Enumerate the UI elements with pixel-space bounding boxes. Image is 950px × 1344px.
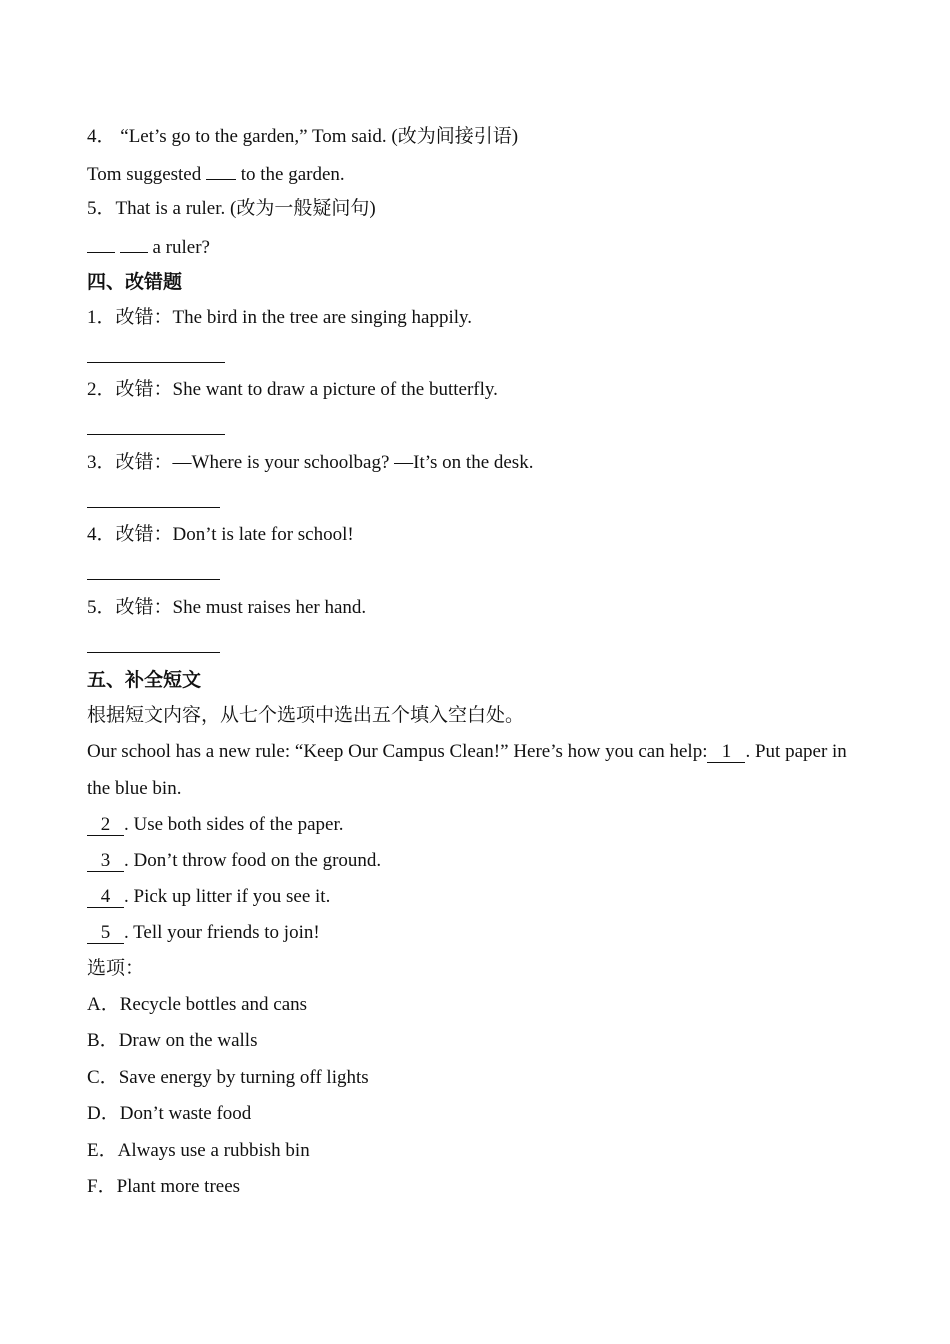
answer-3-5 bbox=[87, 234, 210, 260]
answer-line[interactable] bbox=[87, 652, 220, 653]
question-3-5 bbox=[87, 197, 376, 221]
option-c: C．Save energy by turning off lights bbox=[87, 1067, 369, 1088]
correction-item-5: 5．改错：She must raises her hand. bbox=[87, 597, 367, 618]
answer-line[interactable] bbox=[87, 434, 225, 435]
section-5-instruction: 根据短文内容，从七个选项中选出五个填入空白处。 bbox=[87, 705, 525, 726]
answer-prefix: Tom suggested bbox=[87, 164, 202, 185]
fill-blank[interactable] bbox=[206, 161, 236, 180]
passage-blank-5[interactable]: 5 bbox=[87, 923, 124, 944]
question-number: 4． bbox=[87, 126, 116, 147]
options-label: 选项： bbox=[87, 958, 145, 979]
correction-sentence: She must raises her hand. bbox=[172, 597, 367, 618]
passage-line-blank-3: 3 . Don’t throw food on the ground. bbox=[87, 849, 381, 873]
option-d: D．Don’t waste food bbox=[87, 1103, 252, 1124]
correction-item-4: 4．改错：Don’t is late for school! bbox=[87, 524, 354, 545]
passage-line-blank-5: 5 . Tell your friends to join! bbox=[87, 921, 320, 945]
passage-blank-1[interactable]: 1 bbox=[707, 742, 745, 763]
passage-blank-3[interactable]: 3 bbox=[87, 851, 124, 872]
correction-sentence: The bird in the tree are singing happily. bbox=[172, 307, 473, 328]
passage-blank-4[interactable]: 4 bbox=[87, 887, 124, 908]
correction-item-2: 2．改错：She want to draw a picture of the butterfly. bbox=[87, 379, 498, 400]
passage-blank-2[interactable]: 2 bbox=[87, 815, 124, 836]
answer-line[interactable] bbox=[87, 507, 220, 508]
option-a: A．Recycle bottles and cans bbox=[87, 994, 308, 1015]
correction-sentence: Don’t is late for school! bbox=[172, 524, 354, 545]
fill-blank[interactable] bbox=[120, 234, 148, 253]
passage-line-2: the blue bin. bbox=[87, 778, 182, 799]
option-e: E．Always use a rubbish bin bbox=[87, 1140, 310, 1161]
question-instruction: (改为一般疑问句) bbox=[230, 198, 376, 219]
section-4-heading: 四、改错题 bbox=[87, 272, 183, 293]
correction-sentence: —Where is your schoolbag? —It’s on the desk. bbox=[172, 452, 534, 473]
answer-line[interactable] bbox=[87, 362, 225, 363]
fill-blank[interactable] bbox=[87, 234, 115, 253]
answer-suffix: to the garden. bbox=[240, 164, 345, 185]
correction-sentence: She want to draw a picture of the butterfly. bbox=[172, 379, 498, 400]
question-3-4 bbox=[87, 125, 518, 149]
option-f: F．Plant more trees bbox=[87, 1176, 241, 1197]
passage-line-1: Our school has a new rule: “Keep Our Campus Clean!” Here’s how you can help: 1 . Put paper in bbox=[87, 741, 847, 762]
option-b: B．Draw on the walls bbox=[87, 1030, 258, 1051]
correction-item-3: 3．改错：—Where is your schoolbag? —It’s on the desk. bbox=[87, 452, 534, 473]
answer-3-4 bbox=[87, 161, 345, 187]
answer-suffix: a ruler? bbox=[152, 237, 210, 258]
answer-line[interactable] bbox=[87, 579, 220, 580]
passage-line-blank-2: 2 . Use both sides of the paper. bbox=[87, 813, 344, 837]
correction-item-1: 1．改错：The bird in the tree are singing happily. bbox=[87, 307, 473, 328]
question-sentence: That is a ruler. bbox=[115, 198, 226, 219]
question-sentence: “Let’s go to the garden,” Tom said. bbox=[120, 126, 387, 147]
passage-line-blank-4: 4 . Pick up litter if you see it. bbox=[87, 885, 330, 909]
question-instruction: (改为间接引语) bbox=[391, 126, 519, 147]
question-number: 5． bbox=[87, 198, 116, 219]
section-5-heading: 五、补全短文 bbox=[87, 670, 202, 691]
